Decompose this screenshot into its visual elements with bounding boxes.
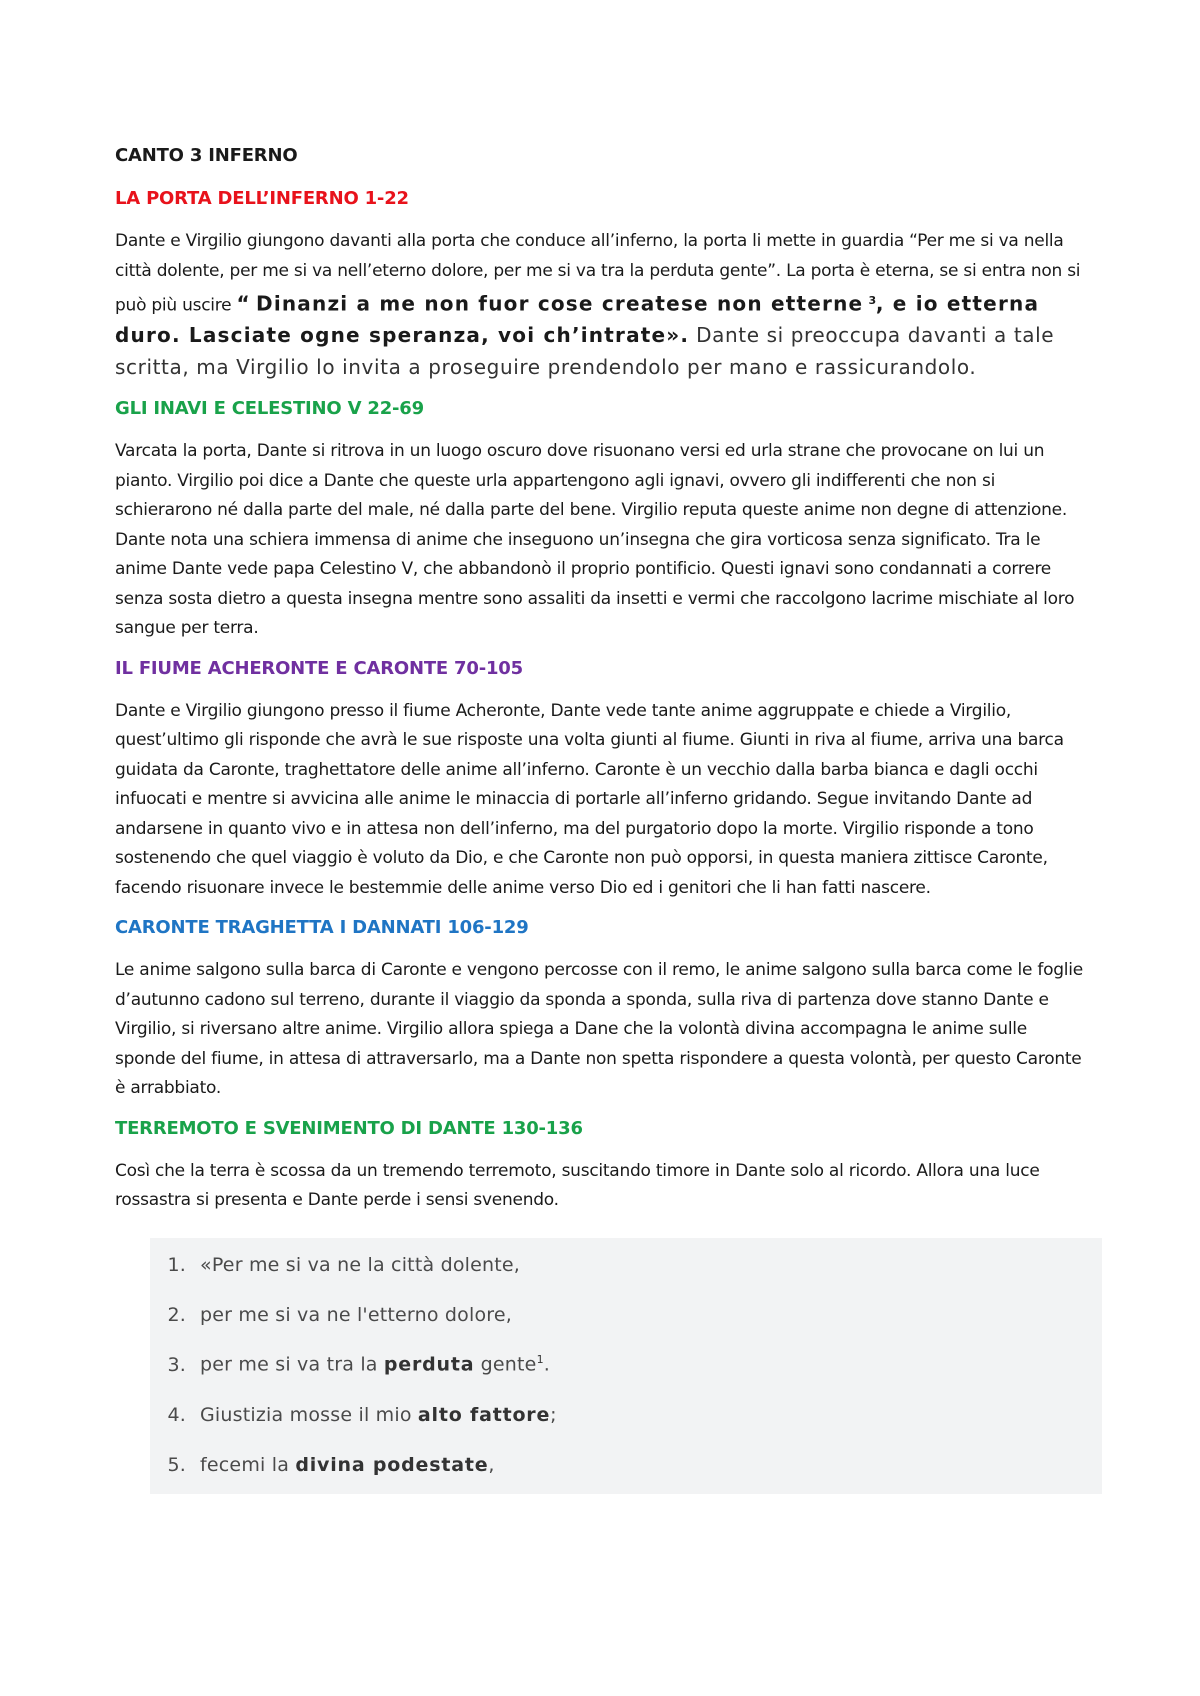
section-text-terremoto: Così che la terra è scossa da un tremendo terremoto, suscitando timore in Dante solo al ricordo. Allora una luce rossastra si presenta e Dante perde i sensi svenendo. (115, 1160, 1040, 1211)
document-title: CANTO 3 INFERNO (115, 145, 298, 166)
verse-footnote: 1 (536, 1353, 544, 1367)
porta-quote-bold: Dinanzi a me non fuor cose createse non etterne (256, 291, 864, 316)
verse-text (200, 1454, 495, 1476)
verse-text-post: gente (474, 1353, 537, 1376)
porta-text-b: Dante si preoccupa davanti a tale scritta, ma Virgilio lo invita a proseguire prendendolo per mano e rassicurandolo. (115, 323, 1055, 379)
verses-block (150, 1238, 1102, 1494)
verse-text: «Per me si va ne la città dolente, (200, 1253, 521, 1276)
verse-number: 2. (167, 1303, 186, 1326)
verse-number: 4. (167, 1403, 186, 1426)
verse-line (150, 1240, 1102, 1290)
verse-number: 3. (167, 1353, 186, 1376)
section-text-inavi: Varcata la porta, Dante si ritrova in un luogo oscuro dove risuonano versi ed urla strane che provocane on lui un pianto. Virgilio poi dice a Dante che queste urla appartengono agli ignavi, ovvero gli indifferenti che non si schierarono né dalla parte del male, né dalla parte del bene. Virgilio reputa queste anime non degne di attenzione. Dante nota una schiera immensa di anime che inseguono un’insegna che gira vorticosa senza significato. Tra le anime Dante vede papa Celestino V, che abbandonò il proprio pontificio. Questi ignavi sono condannati a correre senza sosta dietro a questa insegna mentre sono assaliti da insetti e vermi che raccolgono lacrime mischiate al loro sangue per terra. (115, 441, 1075, 639)
section-heading-terremoto: TERREMOTO E SVENIMENTO DI DANTE 130-136 (115, 1117, 583, 1139)
section-heading-caronte: CARONTE TRAGHETTA I DANNATI 106-129 (115, 917, 529, 939)
section-heading-porta: LA PORTA DELL’INFERNO 1-22 (115, 188, 409, 209)
verse-text-post: , (488, 1453, 495, 1476)
section-text-porta (115, 227, 1092, 384)
section-heading-inavi: GLI INAVI E CELESTINO V 22-69 (115, 398, 424, 420)
verse-text (200, 1404, 557, 1426)
porta-quote-bold-2: , e io etterna duro. Lasciate ogne speranza, voi ch’intrate». (115, 291, 1040, 348)
verse-number: 5. (167, 1453, 186, 1476)
porta-text-a: Dante e Virgilio giungono davanti alla porta che conduce all’inferno, la porta li mette in guardia “Per me si va nella città dolente, per me si va nell’eterno dolore, per me si va tra la perduta gente”. La porta è eterna, se si entra non si può più uscire (115, 231, 1081, 316)
verse-line (150, 1290, 1102, 1340)
verse-line (150, 1440, 1102, 1490)
verse-line (150, 1340, 1102, 1390)
section-text-acheronte: Dante e Virgilio giungono presso il fiume Acheronte, Dante vede tante anime aggruppate e chiede a Virgilio, quest’ultimo gli risponde che avrà le sue risposte una volta giunti al fiume. Giunti in riva al fiume, arriva una barca guidata da Caronte, traghettatore delle anime all’inferno. Caronte è un vecchio dalla barba bianca e dagli occhi infuocati e mentre si avvicina alle anime le minaccia di portarle all’inferno gridando. Segue invitando Dante ad andarsene in quanto vivo e in attesa non dell’inferno, ma del purgatorio dopo la morte. Virgilio risponde a tono sostenendo che quel viaggio è voluto da Dio, e che Caronte non può opporsi, in questa maniera zittisce Caronte, facendo risuonare invece le bestemmie delle anime verso Dio ed i genitori che li han fatti nascere. (115, 700, 1064, 898)
verse-text: per me si va ne l'etterno dolore, (200, 1303, 513, 1326)
verse-text-end: . (543, 1353, 551, 1376)
verse-bold-word: alto fattore (417, 1403, 551, 1426)
section-heading-acheronte: IL FIUME ACHERONTE E CARONTE 70-105 (115, 657, 523, 679)
section-text-caronte: Le anime salgono sulla barca di Caronte e vengono percosse con il remo, le anime salgono sulla barca come le foglie d’autunno cadono sul terreno, durante il viaggio da sponda a sponda, sulla riva di partenza dove stanno Dante e Virgilio, si riversano altre anime. Virgilio allora spiega a Dane che la volontà divina accompagna le anime sulle sponde del fiume, in attesa di attraversarlo, ma a Dante non spetta rispondere a questa volontà, per questo Caronte è arrabbiato. (115, 960, 1083, 1099)
verse-text (200, 1353, 550, 1375)
verse-bold-word: divina podestate (295, 1453, 489, 1476)
verse-line (150, 1390, 1102, 1440)
verse-number: 1. (167, 1253, 186, 1276)
verse-text-pre: fecemi la (200, 1453, 296, 1476)
porta-quote-footnote: 3 (868, 294, 876, 307)
porta-quote-open: “ (236, 291, 251, 316)
verse-text-pre: Giustizia mosse il mio (200, 1403, 418, 1426)
verse-text-post: ; (550, 1403, 557, 1426)
verse-bold-word: perduta (383, 1353, 475, 1376)
verse-text-pre: per me si va tra la (200, 1353, 384, 1376)
